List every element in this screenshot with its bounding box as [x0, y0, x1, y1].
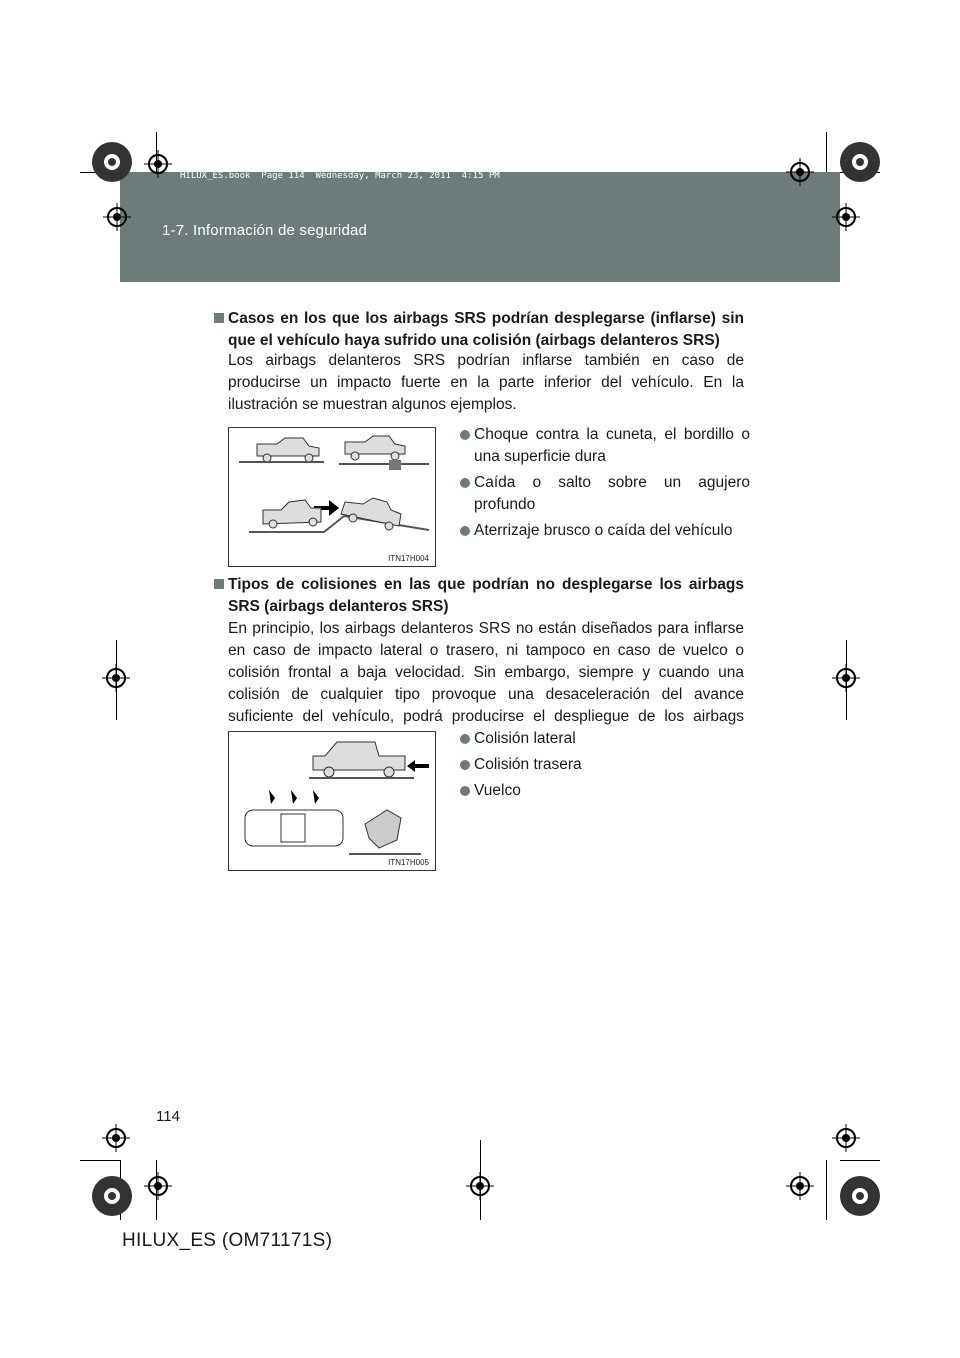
section-paragraph: En principio, los airbags delanteros SRS no están diseñados para inflarse en caso de impacto lateral o trasero, ni tampoco en caso de vuelco o colisión frontal a baja velocidad. Sin embargo, siempre y cuando una colisión de cualquier tipo provoque una desaceleración del avance suficiente del vehículo, podrá producirse el despliegue de los airbags: [228, 620, 744, 725]
page-number: 114: [156, 1108, 180, 1125]
bullet-dot-icon: [460, 478, 470, 488]
crosshair-icon: [786, 158, 814, 186]
bullet-dot-icon: [460, 526, 470, 536]
section-title: Tipos de colisiones en las que podrían no desplegarse los airbags SRS (airbags delanteros SRS): [214, 574, 744, 618]
square-bullet-icon: [214, 313, 224, 323]
bullet-list: [460, 424, 750, 546]
bullet-dot-icon: [460, 734, 470, 744]
crosshair-icon: [832, 203, 860, 231]
figure-illustration: [228, 731, 436, 871]
model-code: HILUX_ES (OM71171S): [122, 1230, 333, 1251]
list-item: Caída o salto sobre un agujero profundo: [460, 472, 750, 516]
crosshair-icon: [466, 1172, 494, 1200]
bullet-list: [460, 728, 750, 806]
bullet-dot-icon: [460, 760, 470, 770]
figure-illustration: [228, 427, 436, 567]
list-item: Colisión lateral: [460, 728, 750, 750]
list-item: Colisión trasera: [460, 754, 750, 776]
crosshair-icon: [102, 664, 130, 692]
crosshair-icon: [102, 1124, 130, 1152]
section-paragraph: Los airbags delanteros SRS podrían inflarse también en caso de producirse un impacto fuerte en la parte inferior del vehículo. En la ilustración se muestran algunos ejemplos.: [228, 352, 744, 413]
collision-types-illustration: [229, 732, 435, 870]
registration-mark-icon: [838, 140, 882, 184]
section-title: Casos en los que los airbags SRS podrían desplegarse (inflarse) sin que el vehículo haya sufrido una colisión (airbags delanteros SRS): [214, 308, 744, 352]
section-heading: 1-7. Información de seguridad: [162, 222, 368, 239]
crosshair-icon: [832, 664, 860, 692]
figure-code: ITN17H005: [388, 858, 429, 867]
crosshair-icon: [103, 203, 131, 231]
crosshair-icon: [832, 1124, 860, 1152]
registration-mark-icon: [90, 1174, 134, 1218]
list-item: Aterrizaje brusco o caída del vehículo: [460, 520, 750, 542]
figure-code: ITN17H004: [388, 554, 429, 563]
crosshair-icon: [786, 1172, 814, 1200]
registration-mark-icon: [90, 140, 134, 184]
bullet-dot-icon: [460, 430, 470, 440]
crosshair-icon: [144, 1172, 172, 1200]
list-item: Choque contra la cuneta, el bordillo o una superficie dura: [460, 424, 750, 468]
registration-mark-icon: [838, 1174, 882, 1218]
list-item: Vuelco: [460, 780, 750, 802]
crosshair-icon: [144, 150, 172, 178]
square-bullet-icon: [214, 579, 224, 589]
book-stamp: HILUX_ES.book Page 114 Wednesday, March 23, 2011 4:15 PM: [180, 171, 500, 181]
bullet-dot-icon: [460, 786, 470, 796]
truck-impact-illustration: [229, 428, 435, 566]
